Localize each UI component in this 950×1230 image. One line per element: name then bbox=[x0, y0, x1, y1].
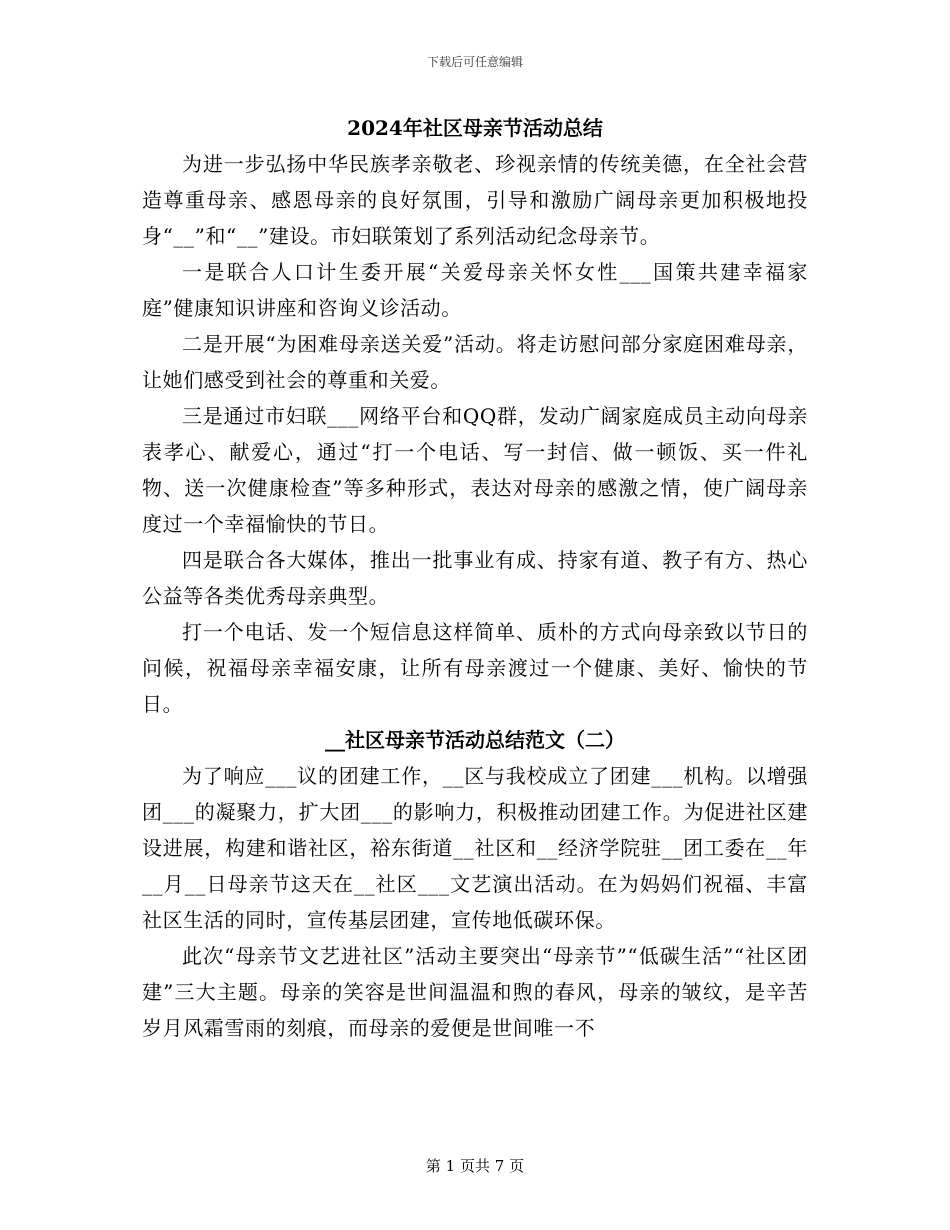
paragraph: 一是联合人口计生委开展“关爱母亲关怀女性___国策共建幸福家庭”健康知识讲座和咨询义诊活动。 bbox=[142, 260, 808, 320]
paragraph: 此次“母亲节文艺进社区”活动主要突出“母亲节”“低碳生活”“社区团建”三大主题。母亲的笑容是世间温温和煦的春风，母亲的皱纹，是辛苦岁月风霜雪雨的刻痕，而母亲的爱便是世间唯一不 bbox=[142, 944, 808, 1040]
paragraph: 三是通过市妇联___网络平台和QQ群，发动广阔家庭成员主动向母亲表孝心、献爱心，通过“打一个电话、写一封信、做一顿饭、买一件礼物、送一次健康检查”等多种形式，表达对母亲的感激之情，使广阔母亲度过一个幸福愉快的节日。 bbox=[142, 404, 808, 536]
paragraph: 二是开展“为困难母亲送关爱”活动。将走访慰问部分家庭困难母亲，让她们感受到社会的尊重和关爱。 bbox=[142, 332, 808, 392]
paragraph: 打一个电话、发一个短信息这样简单、质朴的方式向母亲致以节日的问候，祝福母亲幸福安康，让所有母亲渡过一个健康、美好、愉快的节日。 bbox=[142, 620, 808, 716]
title-section-2: __社区母亲节活动总结范文（二） bbox=[325, 728, 625, 752]
paragraph: 为了响应___议的团建工作，__区与我校成立了团建___机构。以增强团___的凝聚力，扩大团___的影响力，积极推动团建工作。为促进社区建设进展，构建和谐社区，裕东街道__社区和__经济学院驻__团工委在__年__月__日母亲节这天在__社区___文艺演出活动。在为妈妈们祝福、丰富社区生活的同时，宣传基层团建，宣传地低碳环保。 bbox=[142, 764, 808, 932]
document-body bbox=[142, 110, 808, 1046]
page-header-note: 下载后可任意编辑 bbox=[426, 55, 523, 69]
page-number: 第 1 页共 7 页 bbox=[425, 1157, 525, 1175]
paragraph: 为进一步弘扬中华民族孝亲敬老、珍视亲情的传统美德，在全社会营造尊重母亲、感恩母亲的良好氛围，引导和激励广阔母亲更加积极地投身“__”和“__”建设。市妇联策划了系列活动纪念母亲节。 bbox=[142, 152, 808, 248]
paragraph: 四是联合各大媒体，推出一批事业有成、持家有道、教子有方、热心公益等各类优秀母亲典型。 bbox=[142, 548, 808, 608]
title-section-1: 2024年社区母亲节活动总结 bbox=[347, 116, 603, 140]
